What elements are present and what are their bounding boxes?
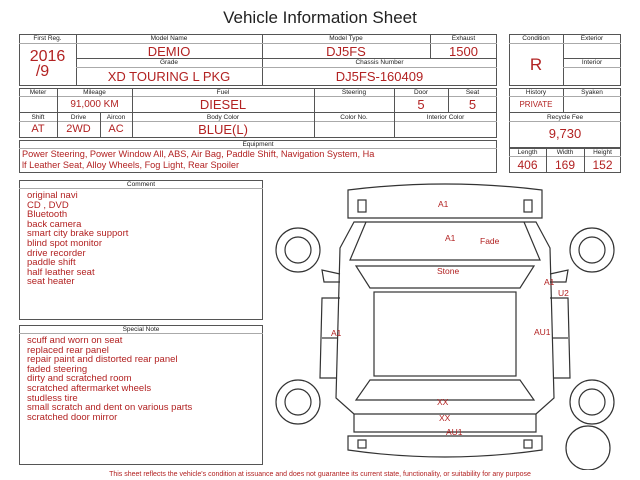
equipment-line-2: lf Leather Seat, Alloy Wheels, Fog Light, Rear Spoiler [22, 160, 240, 170]
recycle-fee-label: Recycle Fee [546, 114, 584, 121]
chassis-number-label: Chassis Number [355, 59, 404, 66]
grade-value: XD TOURING L PKG [107, 69, 231, 84]
special-note-item: studless tire [27, 392, 78, 404]
comment-item: back camera [27, 218, 82, 230]
exterior-label: Exterior [580, 35, 604, 42]
seat-label: Seat [465, 89, 480, 96]
model-name-value: DEMIO [147, 44, 191, 59]
width-label: Width [556, 149, 574, 156]
disclaimer-footer: This sheet reflects the vehicle's condition at issuance and does not guarantee its current state, functionality, or suitability for any purpose [109, 471, 531, 478]
damage-mark-right-fender: A1 [544, 277, 555, 287]
comment-list [27, 191, 128, 287]
syaken-label: Syaken [581, 89, 603, 96]
drive-label: Drive [70, 114, 87, 121]
height-label: Height [593, 149, 612, 156]
shift-value: AT [31, 123, 45, 135]
mileage-label: Mileage [83, 89, 106, 96]
aircon-label: Aircon [106, 114, 126, 121]
body-color-label: Body Color [206, 114, 240, 121]
special-note-item: dirty and scratched room [27, 373, 132, 385]
special-note-list [27, 336, 192, 422]
comment-label: Comment [126, 181, 156, 188]
fuel-label: Fuel [216, 89, 230, 96]
damage-mark-right-door: AU1 [534, 327, 551, 337]
equipment-label: Equipment [242, 141, 274, 148]
mileage-value: 91,000 KM [70, 99, 119, 110]
color-no-label: Color No. [340, 114, 368, 121]
comment-item: blind spot monitor [27, 237, 102, 249]
door-value: 5 [417, 97, 425, 112]
damage-mark-roof: Stone [437, 266, 460, 276]
damage-mark-front-bumper: A1 [438, 199, 449, 209]
first-reg-year: 2016 [29, 48, 66, 65]
damage-mark-rear-bumper: AU1 [446, 427, 463, 437]
history-label: History [525, 89, 547, 96]
special-note-item: repair paint and distorted rear panel [27, 354, 178, 366]
condition-value: R [529, 55, 543, 74]
special-note-item: faded steering [27, 363, 88, 375]
shift-label: Shift [31, 114, 45, 121]
model-name-label: Model Name [150, 35, 188, 42]
aircon-value: AC [108, 123, 124, 135]
damage-mark-right-fender-2: U2 [558, 288, 569, 298]
length-label: Length [517, 149, 538, 156]
damage-mark-left-door: A1 [331, 328, 342, 338]
model-type-value: DJ5FS [326, 44, 366, 59]
recycle-fee-value: 9,730 [548, 126, 582, 141]
comment-item: Bluetooth [27, 209, 68, 221]
equipment-line-1: Power Steering, Power Window All, ABS, Air Bag, Paddle Shift, Navigation System, Ha [22, 149, 375, 159]
seat-value: 5 [468, 97, 477, 112]
comment-item: CD , DVD [27, 199, 69, 211]
special-note-item: small scratch and dent on various parts [27, 402, 193, 414]
width-value: 169 [554, 158, 576, 172]
steering-label: Steering [341, 89, 367, 96]
interior-label: Interior [581, 59, 603, 66]
comment-item: drive recorder [27, 247, 86, 259]
body-color-value: BLUE(L) [198, 122, 248, 137]
meter-label: Meter [29, 89, 47, 96]
comment-item: half leather seat [27, 266, 95, 278]
condition-label: Condition [522, 35, 550, 42]
damage-mark-hood: A1 [445, 233, 456, 243]
damage-mark-hood-fade: Fade [480, 236, 500, 246]
height-value: 152 [592, 158, 613, 172]
special-note-item: replaced rear panel [27, 344, 109, 356]
exhaust-value: 1500 [449, 44, 478, 59]
special-note-label: Special Note [122, 326, 160, 333]
comment-item: smart city brake support [27, 228, 129, 240]
comment-item: seat heater [27, 276, 75, 288]
special-note-item: scratched aftermarket wheels [27, 382, 152, 394]
comment-item: paddle shift [27, 257, 76, 269]
history-value: PRIVATE [519, 100, 553, 109]
door-label: Door [413, 89, 429, 96]
special-note-item: scuff and worn on seat [27, 335, 123, 346]
damage-mark-trunk-2: XX [439, 413, 451, 423]
special-note-item: scratched door mirror [27, 411, 118, 423]
drive-value: 2WD [66, 123, 91, 135]
grade-label: Grade [159, 59, 179, 66]
comment-item: original navi [27, 190, 78, 201]
damage-mark-trunk-1: XX [437, 397, 449, 407]
first-reg-label: First Reg. [33, 35, 62, 42]
sheet-title: Vehicle Information Sheet [223, 8, 417, 27]
interior-color-label: Interior Color [426, 114, 465, 121]
exhaust-label: Exhaust [451, 35, 476, 42]
length-value: 406 [517, 158, 538, 172]
model-type-label: Model Type [329, 35, 363, 42]
chassis-number-value: DJ5FS-160409 [335, 69, 424, 84]
first-reg-month: /9 [35, 63, 50, 80]
fuel-value: DIESEL [199, 97, 247, 112]
